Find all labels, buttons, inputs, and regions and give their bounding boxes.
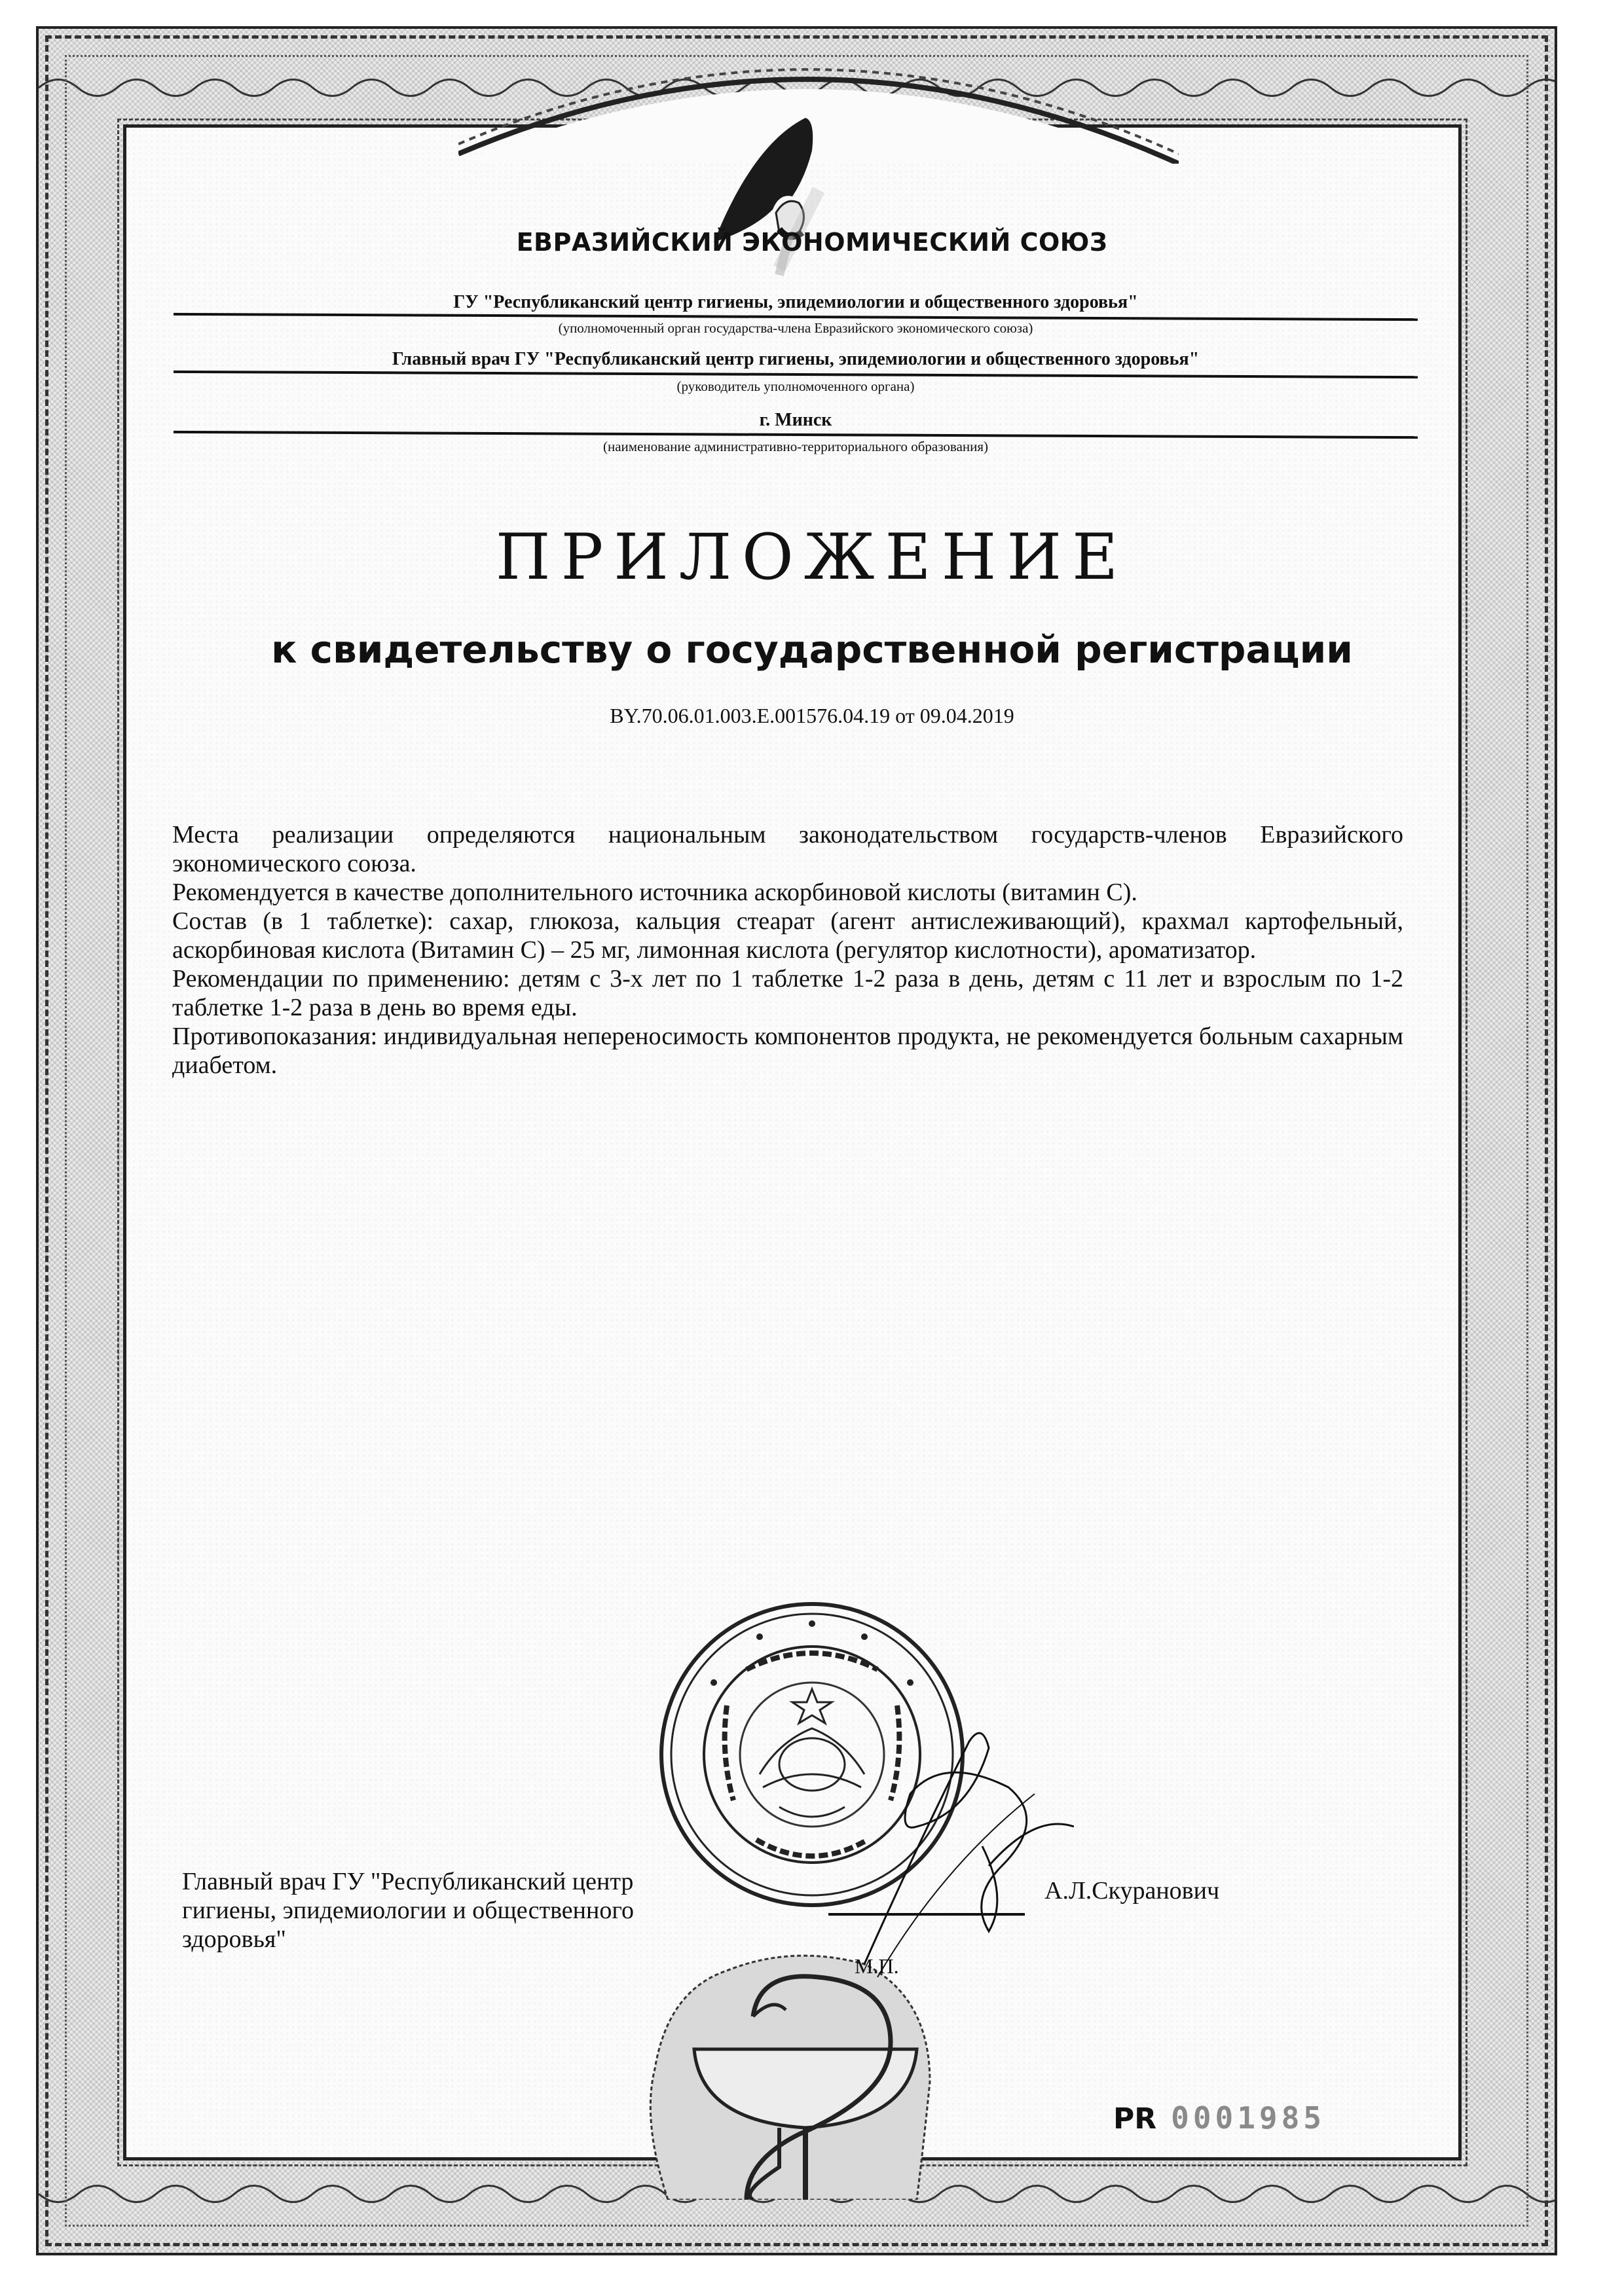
certificate-body (172, 820, 1403, 1080)
city-name: г. Минск (759, 410, 832, 430)
serial-number: 0001985 (1171, 2100, 1326, 2136)
paragraph-composition: Состав (в 1 таблетке): сахар, глюкоза, кальция стеарат (агент антислеживающий), крахмал картофельный, аскорбиновая кислота (Витамин С) – 25 мг, лимонная кислота (регулятор кислотности), ароматизатор. (172, 907, 1403, 964)
signatory-position (182, 1867, 771, 1954)
serial-prefix: PR (1113, 2102, 1157, 2136)
city-caption: (наименование административно-территориального образования) (602, 439, 989, 454)
paragraph-recommendation: Рекомендуется в качестве дополнительного источника аскорбиновой кислоты (витамин С). (172, 879, 1137, 906)
authority-caption: (уполномоченный орган государства-члена Евразийского экономического союза) (558, 320, 1033, 336)
signature-line (828, 1913, 1025, 1916)
signatory-position-line: гигиены, эпидемиологии и общественного (182, 1897, 634, 1924)
signatory-position-line: здоровья" (182, 1925, 286, 1953)
seal-place-mark: М.П. (855, 1954, 899, 1978)
head-caption: (руководитель уполномоченного органа) (676, 378, 915, 394)
form-serial-number (1113, 2100, 1325, 2136)
authority-name: ГУ "Республиканский центр гигиены, эпидемиологии и общественного здоровья" (453, 292, 1138, 312)
paragraph-contraindications: Противопоказания: индивидуальная непереносимость компонентов продукта, не рекомендуется больным сахарным диабетом. (172, 1023, 1403, 1079)
head-of-authority: Главный врач ГУ "Республиканский центр гигиены, эпидемиологии и общественного здоровья" (392, 349, 1200, 369)
registration-number: BY.70.06.01.003.E.001576.04.19 от 09.04.2019 (610, 704, 1014, 727)
paragraph-usage: Рекомендации по применению: детям с 3-х лет по 1 таблетке 1-2 раза в день, детям с 11 лет и взрослым по 1-2 таблетке 1-2 раза в день во время еды. (172, 965, 1403, 1021)
handwritten-signature-icon (838, 1715, 1074, 1990)
signatory-position-line: Главный врач ГУ "Республиканский центр (182, 1868, 634, 1895)
paragraph-sales: Места реализации определяются национальным законодательством государств-членов Евразийского экономического союза. (172, 821, 1403, 877)
signatory-name: А.Л.Скуранович (1044, 1877, 1220, 1904)
page-subtitle: к свидетельству о государственной регистрации (271, 627, 1353, 672)
page-title: ПРИЛОЖЕНИЕ (495, 520, 1129, 594)
union-title: ЕВРАЗИЙСКИЙ ЭКОНОМИЧЕСКИЙ СОЮЗ (516, 228, 1108, 257)
